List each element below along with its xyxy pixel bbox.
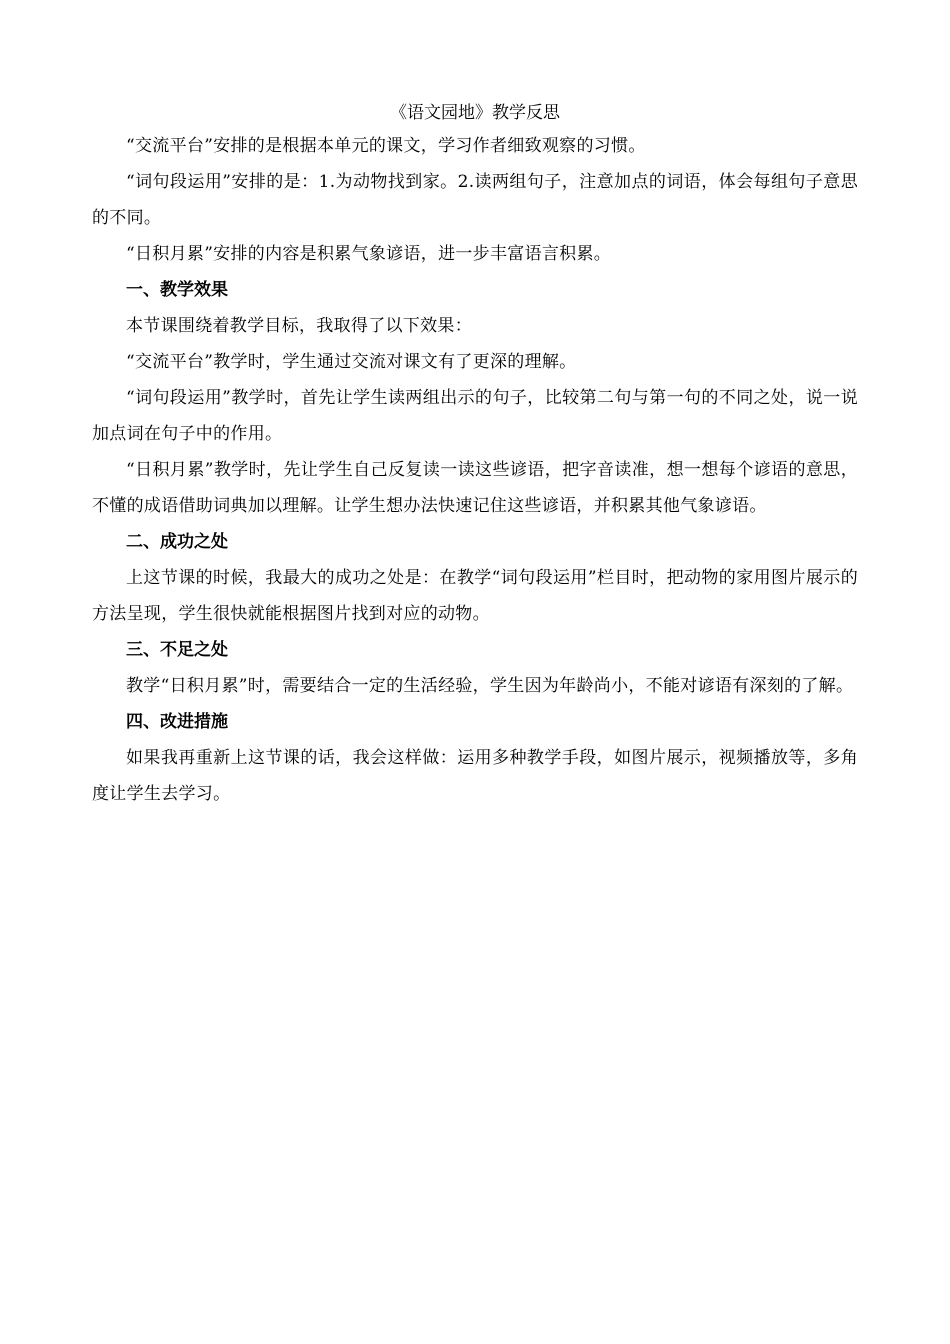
intro-paragraph-daily-accumulation: “日积月累”安排的内容是积累气象谚语，进一步丰富语言积累。: [126, 244, 612, 264]
section-paragraph: 教学“日积月累”时，需要结合一定的生活经验，学生因为年龄尚小，不能对谚语有深刻的了解。: [126, 676, 854, 696]
intro-paragraph-exchange-platform: “交流平台”安排的是根据本单元的课文，学习作者细致观察的习惯。: [126, 136, 646, 156]
section-paragraph: 上这节课的时候，我最大的成功之处是：在教学“词句段运用”栏目时，把动物的家用图片展示的方法呈现，学生很快就能根据图片找到对应的动物。: [92, 568, 858, 624]
section-heading-teaching-effect: 一、教学效果: [126, 280, 228, 300]
section-paragraph: 如果我再重新上这节课的话，我会这样做：运用多种教学手段，如图片展示，视频播放等，多角度让学生去学习。: [92, 748, 858, 804]
intro-paragraph-word-sentence-use: “词句段运用”安排的是：1.为动物找到家。2.读两组句子，注意加点的词语，体会每组句子意思的不同。: [92, 172, 858, 228]
section-paragraph: “日积月累”教学时，先让学生自己反复读一读这些谚语，把字音读准，想一想每个谚语的意思，不懂的成语借助词典加以理解。让学生想办法快速记住这些谚语，并积累其他气象谚语。: [92, 460, 858, 516]
document-title: 《语文园地》教学反思: [390, 103, 560, 123]
section-heading-improvements: 四、改进措施: [126, 712, 228, 732]
document-page: [92, 98, 858, 812]
section-heading-successes: 二、成功之处: [126, 532, 228, 552]
section-paragraph: 本节课围绕着教学目标，我取得了以下效果：: [126, 316, 472, 336]
section-paragraph: “交流平台”教学时，学生通过交流对课文有了更深的理解。: [126, 352, 577, 372]
section-paragraph: “词句段运用”教学时，首先让学生读两组出示的句子，比较第二句与第一句的不同之处，说一说加点词在句子中的作用。: [92, 388, 858, 444]
section-heading-shortcomings: 三、不足之处: [126, 640, 228, 660]
